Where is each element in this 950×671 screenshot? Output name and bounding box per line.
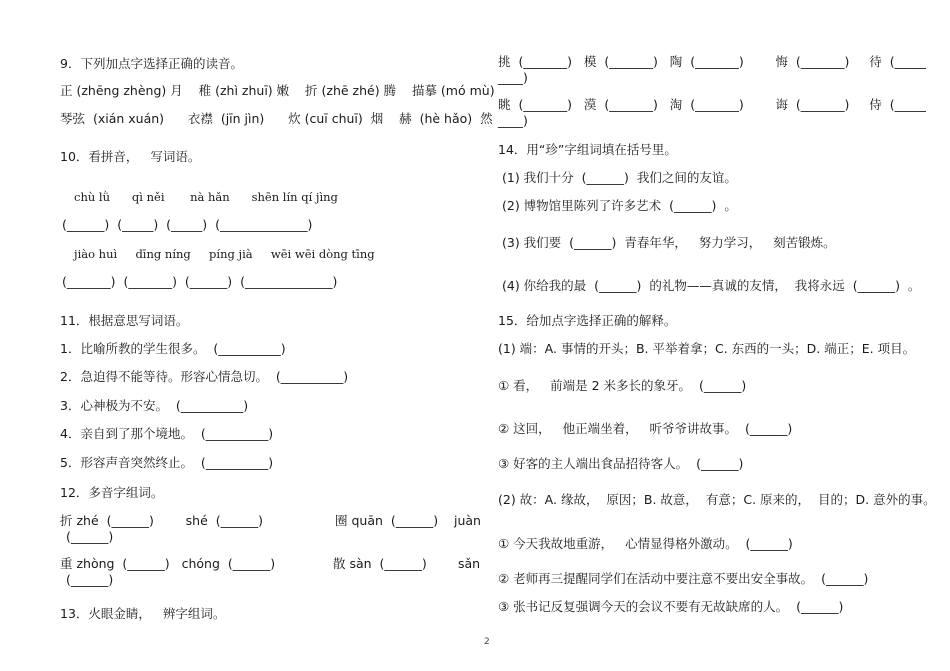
q12-title: 12．多音字组词。 [60,485,164,500]
q12-row-1-part-b: 圈 quān (______) [335,513,439,528]
q15-part-1-item: ① 看， 前端是 2 米多长的象牙。 (______) [498,378,747,393]
q15-part-2-item: ② 老师再三提醒同学们在活动中要注意不要出安全事故。 (______) [498,571,869,586]
q12-row-1-part-d: (______) [66,529,114,544]
q14-title: 14．用“珍”字组词填在括号里。 [498,142,677,157]
q13-row-2-continuation: ____) [498,113,528,128]
q11-item: 3．心神极为不安。 (__________) [60,398,249,413]
q14-item: (3) 我们要 (______) 青春年华， 努力学习， 刻苦锻炼。 [502,235,836,250]
q12-row-2-part-c: sǎn [458,556,481,571]
q9-line-2: 琴弦 (xián xuán) 衣襟 (jīn jìn) 炊 (cuī chuī) 烟 赫 (hè hǎo) 然 [60,111,493,126]
q14-item: (4) 你给我的最 (______) 的礼物——真诚的友情， 我将永远 (______) 。 [502,278,921,293]
q10-pinyin-row-1: chù lǜ qì něi nà hǎn shēn lín qí jìng [74,190,338,204]
q12-row-2-part-b: 散 sàn (______) [333,556,427,571]
q12-row-2-part-a: 重 zhòng (______) chóng (______) [60,556,276,571]
q11-item: 4．亲自到了那个境地。 (__________) [60,426,274,441]
q11-item: 2．急迫得不能等待。形容心情急切。 (__________) [60,369,349,384]
q9-line-1: 正 (zhēng zhèng) 月 稚 (zhì zhuī) 嫩 折 (zhē zhé) 腾 描摹 (mó mù) [60,83,495,98]
q15-part-1-item: ② 这回， 他正端坐着， 听爷爷讲故事。 (______) [498,421,793,436]
q10-blanks-row-2: (_______) (_______) (______) (______________) [62,274,338,289]
q11-item: 5．形容声音突然终止。 (__________) [60,455,274,470]
q12-row-2-part-d: (______) [66,572,114,587]
q14-item: (2) 博物馆里陈列了许多艺术 (______) 。 [502,198,737,213]
q11-item: 1．比喻所教的学生很多。 (__________) [60,341,286,356]
q12-row-1-part-c: juàn [454,513,481,528]
q15-title: 15．给加点字选择正确的解释。 [498,313,677,328]
q15-part-2-item: ③ 张书记反复强调今天的会议不要有无故缺席的人。 (______) [498,599,844,614]
q15-part-1-options: (1) 端：A. 事情的开头；B. 平举着拿；C. 东西的一头；D. 端正；E. 项目。 [498,341,916,356]
q15-part-2-options: (2) 故：A. 缘故， 原因；B. 故意， 有意；C. 原来的， 目的；D. 意外的事。 [498,492,936,507]
q13-title: 13．火眼金睛， 辨字组词。 [60,606,226,621]
q10-blanks-row-1: (______) (_____) (_____) (______________) [62,217,313,232]
q10-pinyin-row-2: jiào huì dīng níng píng jià wēi wēi dòng tīng [74,247,375,261]
q14-item: (1) 我们十分 (______) 我们之间的友谊。 [502,170,737,185]
q12-row-1-part-a: 折 zhé (______) shé (______) [60,513,263,528]
q13-row-2: 眺 (_______) 漠 (_______) 淘 (_______) 诲 (_______) 侍 (_____ [498,97,926,112]
q11-title: 11．根据意思写词语。 [60,313,189,328]
page-number: 2 [484,637,490,647]
q9-title: 9．下列加点字选择正确的读音。 [60,56,243,71]
q15-part-2-item: ① 今天我故地重游， 心情显得格外激动。 (______) [498,536,793,551]
q10-title: 10．看拼音， 写词语。 [60,149,201,164]
q15-part-1-item: ③ 好客的主人端出食品招待客人。 (______) [498,456,744,471]
q13-row-1: 挑 (_______) 模 (_______) 陶 (_______) 悔 (_______) 待 (_____ [498,54,926,69]
q13-row-1-continuation: ____) [498,70,528,85]
